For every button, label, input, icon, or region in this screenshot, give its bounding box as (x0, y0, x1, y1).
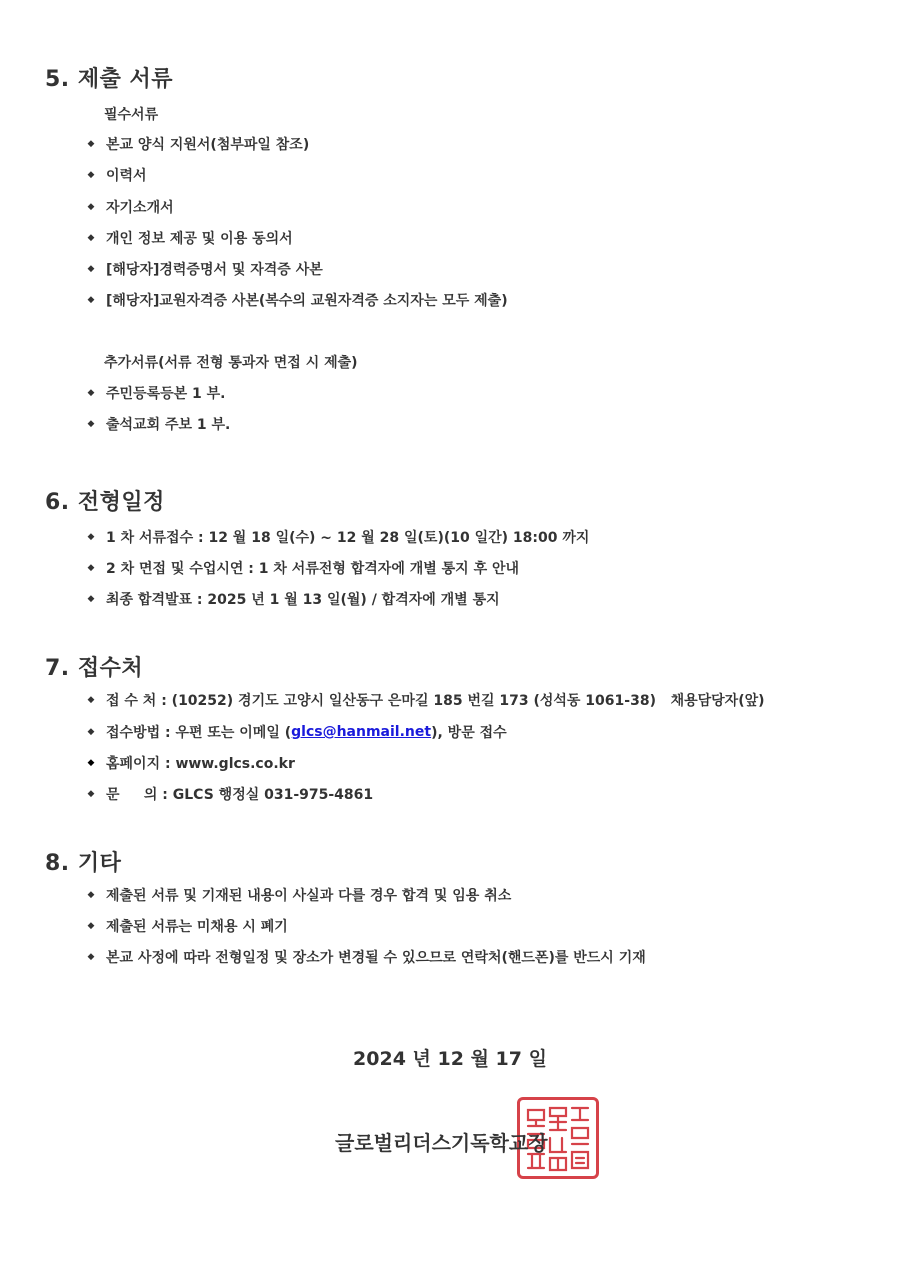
required-docs-heading: 필수서류 (104, 107, 159, 123)
diamond-bullet-icon: ◆ (87, 727, 95, 737)
diamond-bullet-icon: ◆ (87, 952, 95, 962)
inquiry-item: ◆ 문 의 : GLCS 행정실 031-975-4861 (87, 787, 374, 803)
list-item: ◆ 본교 양식 지원서(첨부파일 참조) (87, 137, 310, 153)
list-item: ◆ 2 차 면접 및 수업시연 : 1 차 서류전형 합격자에 개별 통지 후 안내 (87, 561, 520, 577)
diamond-bullet-icon: ◆ (87, 695, 95, 705)
diamond-bullet-icon: ◆ (87, 758, 95, 768)
diamond-bullet-icon: ◆ (87, 170, 95, 180)
diamond-bullet-icon: ◆ (87, 139, 95, 149)
diamond-bullet-icon: ◆ (87, 890, 95, 900)
list-item: ◆ 이력서 (87, 168, 147, 184)
list-item: ◆ 1 차 서류접수 : 12 월 18 일(수) ~ 12 월 28 일(토)(10 일간) 18:00 까지 (87, 530, 590, 546)
school-principal-name: 글로벌리더스기독학교장 (335, 1131, 548, 1155)
diamond-bullet-icon: ◆ (87, 921, 95, 931)
diamond-bullet-icon: ◆ (87, 563, 95, 573)
section-6-title: 6. 전형일정 (45, 490, 165, 515)
section-8-title: 8. 기타 (45, 851, 122, 876)
diamond-bullet-icon: ◆ (87, 594, 95, 604)
list-item: ◆ 본교 사정에 따라 전형일정 및 장소가 변경될 수 있으므로 연락처(핸드폰)를 반드시 기재 (87, 950, 646, 966)
diamond-bullet-icon: ◆ (87, 264, 95, 274)
list-item: ◆ 제출된 서류 및 기재된 내용이 사실과 다를 경우 합격 및 임용 취소 (87, 888, 512, 904)
list-item: ◆ 제출된 서류는 미채용 시 폐기 (87, 919, 288, 935)
diamond-bullet-icon: ◆ (87, 202, 95, 212)
additional-docs-heading: 추가서류(서류 전형 통과자 면접 시 제출) (104, 355, 358, 371)
method-item: ◆ 접수방법 : 우편 또는 이메일 ( glcs@hanmail.net ), 방문 접수 (87, 724, 507, 741)
diamond-bullet-icon: ◆ (87, 419, 95, 429)
list-item: ◆ 최종 합격발표 : 2025 년 1 월 13 일(월) / 합격자에 개별 통지 (87, 592, 500, 608)
list-item: ◆ 자기소개서 (87, 200, 174, 216)
diamond-bullet-icon: ◆ (87, 789, 95, 799)
section-5-title: 5. 제출 서류 (45, 67, 173, 92)
diamond-bullet-icon: ◆ (87, 233, 95, 243)
diamond-bullet-icon: ◆ (87, 295, 95, 305)
issue-date: 2024 년 12 월 17 일 (353, 1048, 547, 1070)
list-item: ◆ [해당자]경력증명서 및 자격증 사본 (87, 262, 323, 278)
homepage-item: ◆ 홈페이지 : www.glcs.co.kr (87, 756, 295, 772)
address-item: ◆ 접 수 처 : (10252) 경기도 고양시 일산동구 은마길 185 번길 173 (성석동 1061-38) 채용담당자(앞) (87, 693, 765, 709)
email-link[interactable]: glcs@hanmail.net (291, 724, 432, 740)
list-item: ◆ 개인 정보 제공 및 이용 동의서 (87, 231, 293, 247)
diamond-bullet-icon: ◆ (87, 388, 95, 398)
list-item: ◆ 출석교회 주보 1 부. (87, 417, 231, 433)
diamond-bullet-icon: ◆ (87, 532, 95, 542)
list-item: ◆ [해당자]교원자격증 사본(복수의 교원자격증 소지자는 모두 제출) (87, 293, 508, 309)
section-7-title: 7. 접수처 (45, 656, 144, 681)
list-item: ◆ 주민등록등본 1 부. (87, 386, 226, 402)
